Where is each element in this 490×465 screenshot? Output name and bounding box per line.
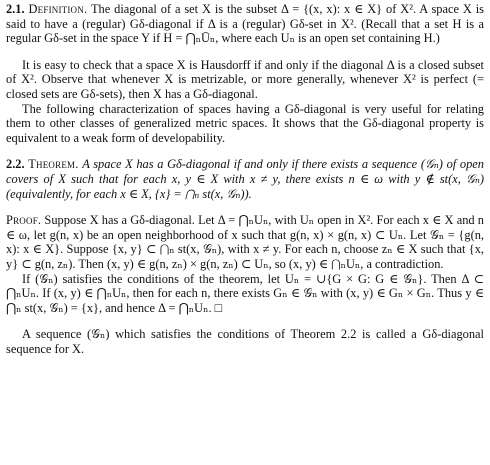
paragraph-characterization: The following characterization of spaces having a Gδ-diagonal is very useful for relating them to other classes of generalized metric spaces. It shows that the Gδ-diagonal property is equivalent to a weak form of developability. xyxy=(6,101,484,145)
proof xyxy=(6,213,484,271)
paragraph-hausdorff: It is easy to check that a space X is Hausdorff if and only if the diagonal Δ is a closed subset of X². Observe that whenever X is metrizable, or more generally, whenever X² is perfect (= closed sets are Gδ-sets), then X has a Gδ-diagonal. xyxy=(6,57,484,101)
proof-converse: If (𝒢ₙ) satisfies the conditions of the theorem, let Uₙ = ∪{G × G: G ∈ 𝒢ₙ}. Then Δ ⊂ ⋂ₙUₙ. If (x, y) ∈ ⋂ₙUₙ, then for each n, there exists Gₙ ∈ 𝒢ₙ with (x, y) ∈ Gₙ × Gₙ. Thus y ∈ ⋂ₙ st(x, 𝒢ₙ) = {x}, and hence Δ = ⋂ₙUₙ. □ xyxy=(6,271,484,315)
theorem-text: A space X has a Gδ-diagonal if and only if there exists a sequence (𝒢ₙ) of open covers of X such that for each x, y ∈ X with x ≠ y, there exists n ∈ ω with y ∉ st(x, 𝒢ₙ) (equivalently, for each x ∈ X, {x} = ⋂ₙ st(x, 𝒢ₙ)). xyxy=(6,157,484,201)
theorem-label: Theorem. xyxy=(28,157,79,172)
theorem-2-2 xyxy=(6,157,484,201)
theorem-number: 2.2. xyxy=(6,157,25,172)
proof-text: Suppose X has a Gδ-diagonal. Let Δ = ⋂ₙUₙ, with Uₙ open in X². For each x ∈ X and n ∈ ω, let g(n, x) be an open neighborhood of x such that g(n, x) × g(n, x) ⊂ Uₙ. Let 𝒢ₙ = {g(n, x): x ∈ X}. Suppose {x, y} ⊂ ⋂ₙ st(x, 𝒢ₙ), with x ≠ y. For each n, choose zₙ ∈ X such that {x, y} ⊂ g(n, zₙ). Then (x, y) ∈ g(n, zₙ) × g(n, zₙ) ⊂ Uₙ, so (x, y) ∈ ⋂ₙUₙ, a contradiction. xyxy=(6,213,484,271)
paragraph-diagonal-sequence: A sequence (𝒢ₙ) which satisfies the conditions of Theorem 2.2 is called a Gδ-diagonal sequence for X. xyxy=(6,327,484,356)
definition-text: The diagonal of a set X is the subset Δ = {(x, x): x ∈ X} of X². A space X is said to have a (regular) Gδ-diagonal if Δ is a (regular) Gδ-set in X². (Recall that a set H is a regular Gδ-set in the space Y if H = ⋂ₙŪₙ, where each Uₙ is an open set containing H.) xyxy=(6,2,484,46)
definition-label: Definition. xyxy=(28,2,88,16)
proof-label: Proof. xyxy=(6,213,42,228)
definition-number: 2.1. xyxy=(6,2,25,16)
definition-2-1 xyxy=(6,2,484,46)
